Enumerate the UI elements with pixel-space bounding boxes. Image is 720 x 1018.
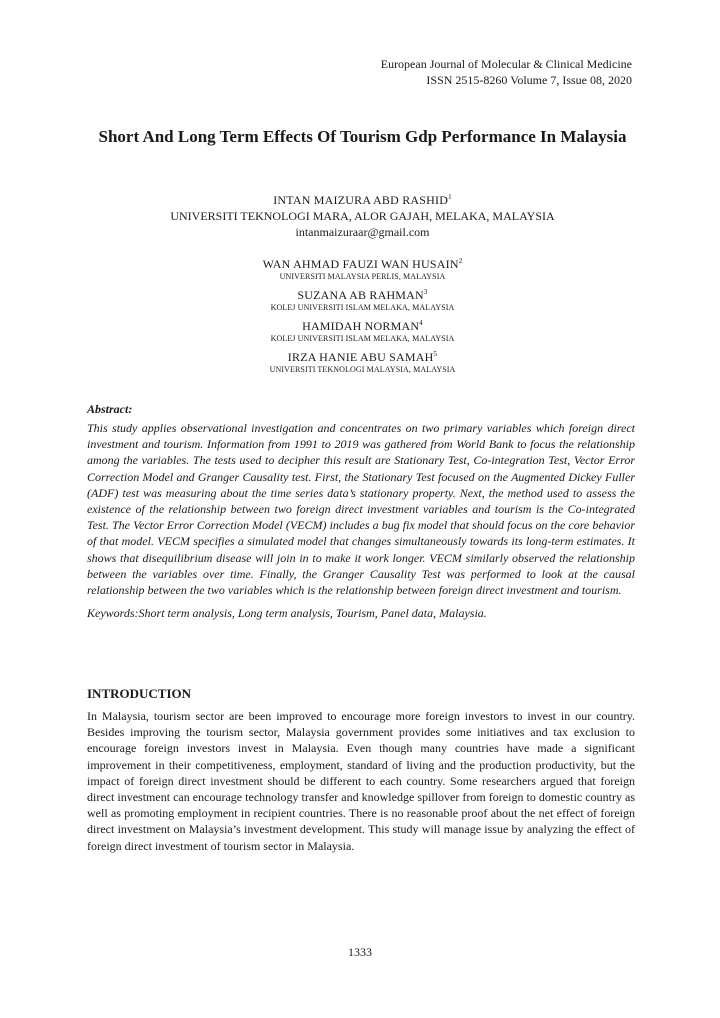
introduction-text: In Malaysia, tourism sector are been improved to encourage more foreign investors to invest in our country. Besides improving the tourism sector, Malaysia government provides some initiatives and tax exclusion to encourage foreign investors invest in Malaysia. Even though many countries have made a significant improvement in their competitiveness, employment, standard of living and the production productivity, but the impact of foreign direct investment should be different to each country. Some researchers argued that foreign direct investment can encourage technology transfer and knowledge spillover from foreign to domestic country as well as promoting employment in recipient countries. There is no reasonable proof about the net effect of foreign direct investment on Malaysia’s investment development. This study will manage issue by analyzing the effect of foreign direct investment of tourism sector in Malaysia. <box>87 709 635 853</box>
introduction-heading: INTRODUCTION <box>87 686 192 701</box>
author-name: SUZANA AB RAHMAN <box>297 288 424 302</box>
author-1 <box>90 193 635 240</box>
author-superscript: 1 <box>448 193 452 201</box>
author-name: WAN AHMAD FAUZI WAN HUSAIN <box>262 257 459 271</box>
issn-line: ISSN 2515-8260 Volume 7, Issue 08, 2020 <box>426 73 632 87</box>
keywords: Keywords:Short term analysis, Long term analysis, Tourism, Panel data, Malaysia. <box>87 606 487 621</box>
abstract-section <box>87 401 635 621</box>
author-affiliation: UNIVERSITI MALAYSIA PERLIS, MALAYSIA <box>279 272 446 281</box>
author-email: intanmaizuraar@gmail.com <box>295 225 430 239</box>
author-superscript: 3 <box>423 288 428 296</box>
author-2 <box>90 257 635 282</box>
abstract-text: This study applies observational investigation and concentrates on two primary variables which foreign direct investment and tourism. Information from 1991 to 2019 was gathered from World Bank to focus the relationship among the variables. The tests used to decipher this result are Stationary Test, Co-integration Test, Vector Error Correction Model and Granger Causality test. First, the Stationary Test focused on the Augmented Dickey Fuller (ADF) test was measuring about the time series data’s stationary property. Next, the method used to assess the existence of the relationship between two foreign direct investment variables and tourism is the Co-integrated Test. The Vector Error Correction Model (VECM) includes a bug fix model that should focus on the core behavior of that model. VECM specifies a simulated model that changes simultaneously towards its long-term estimates. It shows that disequilibrium disease will join in to make it work longer. VECM similarly observed the relationship between the variables over time. Finally, the Granger Causality Test was performed to look at the causal relationship between the two variables which is the relationship between foreign direct investment and tourism. <box>87 421 635 598</box>
journal-name: European Journal of Molecular & Clinical Medicine <box>380 57 632 71</box>
author-affiliation: KOLEJ UNIVERSITI ISLAM MELAKA, MALAYSIA <box>270 303 455 312</box>
page-number: 1333 <box>348 945 372 959</box>
author-superscript: 5 <box>433 350 438 358</box>
author-name: HAMIDAH NORMAN <box>302 319 420 333</box>
introduction-section <box>87 686 635 854</box>
author-5 <box>90 350 635 375</box>
author-affiliation: KOLEJ UNIVERSITI ISLAM MELAKA, MALAYSIA <box>270 334 455 343</box>
author-affiliation: UNIVERSITI TEKNOLOGI MALAYSIA, MALAYSIA <box>269 365 456 374</box>
author-4 <box>90 319 635 344</box>
author-name: IRZA HANIE ABU SAMAH <box>287 350 434 364</box>
author-superscript: 4 <box>419 319 423 327</box>
author-superscript: 2 <box>458 257 463 265</box>
paper-title: Short And Long Term Effects Of Tourism Gdp Performance In Malaysia <box>98 127 627 146</box>
author-name: INTAN MAIZURA ABD RASHID <box>273 193 449 207</box>
journal-header <box>381 56 632 88</box>
author-affiliation: UNIVERSITI TEKNOLOGI MARA, ALOR GAJAH, MELAKA, MALAYSIA <box>170 209 555 223</box>
abstract-heading: Abstract: <box>87 402 133 416</box>
author-list <box>90 193 635 381</box>
author-3 <box>90 288 635 313</box>
